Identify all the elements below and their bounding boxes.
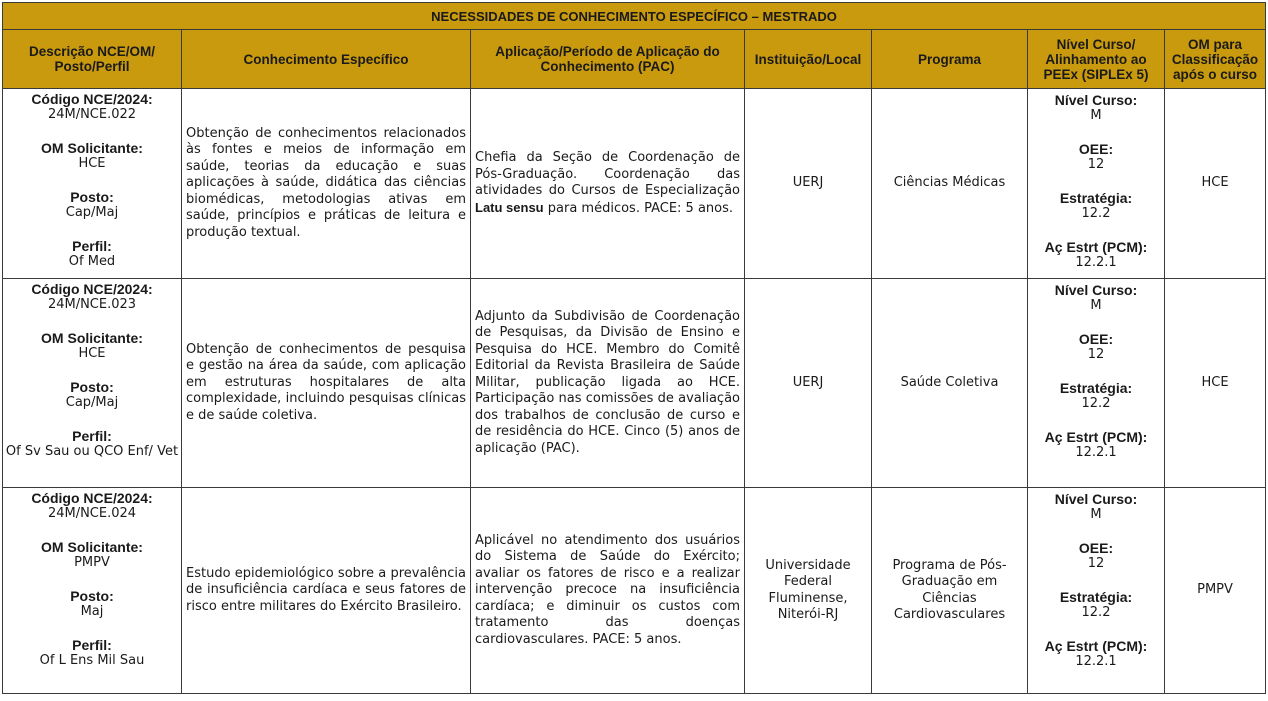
posto-label: Posto: <box>70 379 114 395</box>
aplicacao-bold-text: Latu sensu <box>475 199 544 215</box>
codigo-label: Código NCE/2024: <box>31 91 153 107</box>
posto-label: Posto: <box>70 588 114 604</box>
header-nivel: Nível Curso/ Alinhamento ao PEEx (SIPLEx 5) <box>1028 30 1165 89</box>
perfil-label: Perfil: <box>72 238 112 254</box>
acao-label: Aç Estrt (PCM): <box>1044 239 1148 255</box>
nivel-value: M <box>1090 108 1102 123</box>
aplicacao-cell <box>471 89 745 279</box>
nivel-value: M <box>1090 507 1102 522</box>
table-row <box>3 488 1266 694</box>
perfil-value: Of Med <box>68 254 116 269</box>
posto-label: Posto: <box>70 189 114 205</box>
estrategia-value: 12.2 <box>1081 206 1111 221</box>
nivel-cell <box>1028 279 1165 488</box>
acao-value: 12.2.1 <box>1075 445 1117 460</box>
programa-cell: Programa de Pós-Graduação em Ciências Cardiovasculares <box>872 488 1028 694</box>
header-conhecimento: Conhecimento Específico <box>182 30 471 89</box>
acao-label: Aç Estrt (PCM): <box>1044 429 1148 445</box>
header-programa: Programa <box>872 30 1028 89</box>
programa-cell: Ciências Médicas <box>872 89 1028 279</box>
posto-value: Cap/Maj <box>65 205 119 220</box>
oee-value: 12 <box>1087 157 1105 172</box>
om-label: OM Solicitante: <box>41 330 143 346</box>
codigo-label: Código NCE/2024: <box>31 281 153 297</box>
nivel-label: Nível Curso: <box>1054 92 1138 108</box>
aplicacao-cell: Aplicável no atendimento dos usuários do Sistema de Saúde do Exército; avaliar os fatores de risco e a realizar intervenção precoce na insuficiência cardíaca; e diminuir os custos com tratamento das doenças cardiovasculares. PACE: 5 anos. <box>471 488 745 694</box>
estrategia-value: 12.2 <box>1081 605 1111 620</box>
perfil-value: Of L Ens Mil Sau <box>39 653 145 668</box>
instituicao-cell: UERJ <box>745 89 872 279</box>
perfil-value: Of Sv Sau ou QCO Enf/ Vet <box>5 444 179 459</box>
descricao-cell <box>3 89 182 279</box>
codigo-value: 24M/NCE.023 <box>47 297 137 312</box>
om-classificacao-cell: HCE <box>1165 279 1266 488</box>
oee-label: OEE: <box>1078 331 1114 347</box>
instituicao-cell: UERJ <box>745 279 872 488</box>
descricao-cell <box>3 279 182 488</box>
acao-value: 12.2.1 <box>1075 654 1117 669</box>
codigo-label: Código NCE/2024: <box>31 490 153 506</box>
programa-cell: Saúde Coletiva <box>872 279 1028 488</box>
instituicao-cell: Universidade Federal Fluminense, Niterói-RJ <box>745 488 872 694</box>
conhecimento-cell: Obtenção de conhecimentos de pesquisa e gestão na área da saúde, com aplicação em estruturas hospitalares de alta complexidade, incluindo pesquisas clínicas e de saúde coletiva. <box>182 279 471 488</box>
posto-value: Cap/Maj <box>65 395 119 410</box>
perfil-label: Perfil: <box>72 637 112 653</box>
om-value: HCE <box>78 346 106 361</box>
table-title: NECESSIDADES DE CONHECIMENTO ESPECÍFICO – MESTRADO <box>3 3 1266 30</box>
nce-table-container <box>2 2 1265 694</box>
conhecimento-cell: Estudo epidemiológico sobre a prevalência de insuficiência cardíaca e seus fatores de risco entre militares do Exército Brasileiro. <box>182 488 471 694</box>
om-classificacao-cell: HCE <box>1165 89 1266 279</box>
header-instituicao: Instituição/Local <box>745 30 872 89</box>
oee-value: 12 <box>1087 556 1105 571</box>
estrategia-label: Estratégia: <box>1059 589 1133 605</box>
estrategia-label: Estratégia: <box>1059 380 1133 396</box>
conhecimento-cell: Obtenção de conhecimentos relacionados às fontes e meios de informação em saúde, teorias da educação e suas aplicações à saúde, didática das ciências biomédicas, metodologias ativas em saúde, princípios e práticas de leitura e produção textual. <box>182 89 471 279</box>
codigo-value: 24M/NCE.024 <box>47 506 137 521</box>
aplicacao-text: Chefia da Seção de Coordenação de Pós-Graduação. Coordenação das atividades do Cursos de Especialização <box>475 150 740 198</box>
estrategia-label: Estratégia: <box>1059 190 1133 206</box>
acao-value: 12.2.1 <box>1075 255 1117 270</box>
header-aplicacao: Aplicação/Período de Aplicação do Conhecimento (PAC) <box>471 30 745 89</box>
oee-label: OEE: <box>1078 141 1114 157</box>
nce-table <box>2 2 1266 694</box>
header-descricao: Descrição NCE/OM/ Posto/Perfil <box>3 30 182 89</box>
om-classificacao-cell: PMPV <box>1165 488 1266 694</box>
aplicacao-text-end: para médicos. PACE: 5 anos. <box>543 200 734 216</box>
oee-label: OEE: <box>1078 540 1114 556</box>
nivel-label: Nível Curso: <box>1054 282 1138 298</box>
om-label: OM Solicitante: <box>41 140 143 156</box>
om-value: PMPV <box>74 555 110 570</box>
perfil-label: Perfil: <box>72 428 112 444</box>
nivel-cell <box>1028 488 1165 694</box>
table-row <box>3 89 1266 279</box>
oee-value: 12 <box>1087 347 1105 362</box>
om-value: HCE <box>78 156 106 171</box>
nivel-label: Nível Curso: <box>1054 491 1138 507</box>
acao-label: Aç Estrt (PCM): <box>1044 638 1148 654</box>
aplicacao-cell: Adjunto da Subdivisão de Coordenação de Pesquisas, da Divisão de Ensino e Pesquisa do HCE. Membro do Comitê Editorial da Revista Brasileira de Saúde Militar, publicação ligada ao HCE. Participação nas comissões de avaliação dos trabalhos de conclusão de curso e de residência do HCE. Cinco (5) anos de aplicação (PAC). <box>471 279 745 488</box>
estrategia-value: 12.2 <box>1081 396 1111 411</box>
om-label: OM Solicitante: <box>41 539 143 555</box>
header-row <box>3 30 1266 89</box>
posto-value: Maj <box>80 604 104 619</box>
codigo-value: 24M/NCE.022 <box>47 107 137 122</box>
nivel-cell <box>1028 89 1165 279</box>
nivel-value: M <box>1090 298 1102 313</box>
table-row <box>3 279 1266 488</box>
header-om-classificacao: OM para Classificação após o curso <box>1165 30 1266 89</box>
descricao-cell <box>3 488 182 694</box>
